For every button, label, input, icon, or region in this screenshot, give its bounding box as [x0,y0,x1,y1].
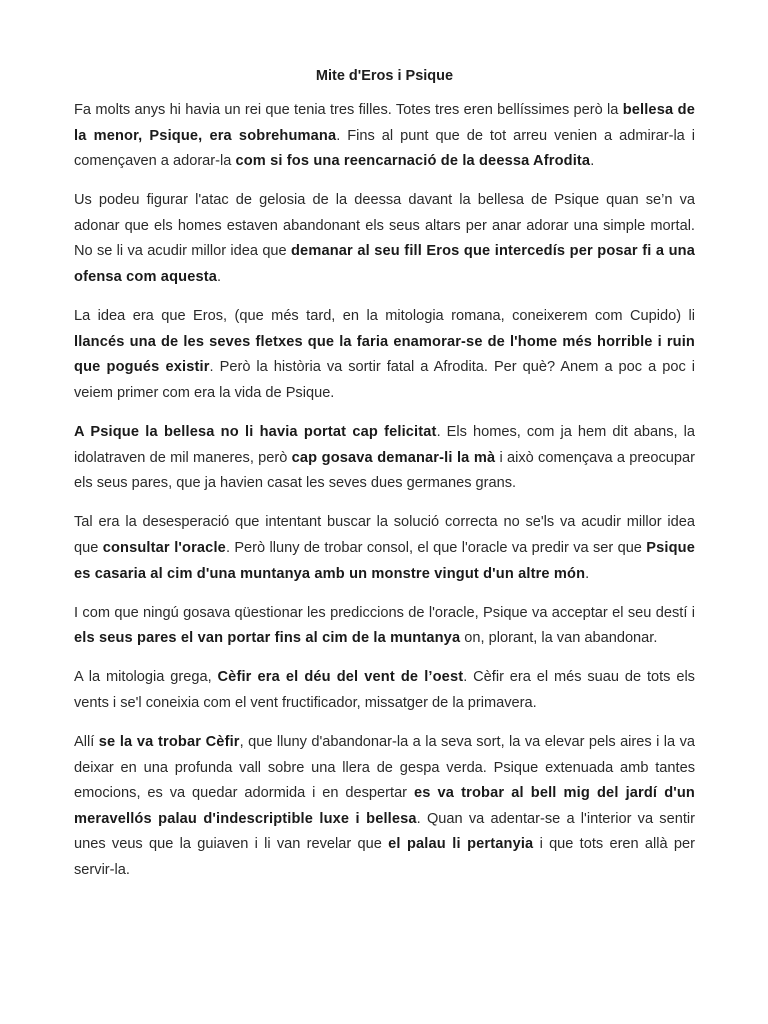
paragraph-text: Allí [74,733,99,750]
paragraph-text: Tal era la desesperació que intentant buscar la solució correcta no se'ls va acudir millor idea que [74,514,695,556]
paragraph [74,601,695,652]
paragraph-text: A la mitologia grega, [74,669,218,686]
paragraph-text: . [590,153,595,170]
bold-text: llancés una de les seves fletxes que la faria enamorar-se de l'home més horrible i ruin que pogués existir [74,333,695,376]
bold-text: el palau li pertanyia [388,836,534,853]
paragraph-text: La idea era que Eros, (que més tard, en la mitologia romana, coneixerem com Cupido) li [74,308,695,325]
paragraph-text: I com que ningú gosava qüestionar les prediccions de l'oracle, Psique va acceptar el seu destí i [74,604,695,621]
paragraph [74,304,695,406]
document-page [74,64,695,897]
paragraph [74,510,695,587]
paragraph-text: . Quan va adentar-se a l'interior va sentir unes veus que la guiaven i li van revelar que [74,810,695,853]
bold-text: com si fos una reencarnació de la deessa Afrodita [235,153,591,170]
bold-text: Cèfir era el déu del vent de l’oest [217,669,464,686]
paragraph-text: . Però lluny de trobar consol, el que l'oracle va predir va ser que [225,539,647,556]
paragraph [74,665,695,716]
paragraph-text: Fa molts anys hi havia un rei que tenia tres filles. Totes tres eren bellíssimes però la [74,102,623,118]
bold-text: A Psique la bellesa no li havia portat cap felicitat [74,424,437,441]
bold-text: bellesa de la menor, Psique, era sobrehumana [74,102,695,144]
document-body [74,98,695,884]
paragraph [74,188,695,290]
paragraph-text: Us podeu figurar l'atac de gelosia de la deessa davant la bellesa de Psique quan se’n va adonar que els homes estaven abandonant els seus altars per anar adorar una simple mortal. No se li va acudir millor idea que [74,192,695,260]
bold-text: consultar l'oracle [102,539,226,556]
bold-text: se la va trobar Cèfir [98,733,240,750]
bold-text: cap gosava demanar-li la mà [291,449,496,466]
paragraph-text: . [585,565,590,582]
paragraph [74,98,695,175]
paragraph-text: , que lluny d'abandonar-la a la seva sort, la va elevar pels aires i la va deixar en una profunda vall sobre una llera de gespa verda. Psique extenuada amb tantes emocions, es va quedar adormida i en despertar [74,733,695,802]
paragraph-text: . Fins al punt que de tot arreu venien a admirar-la i començaven a adorar-la [74,127,695,170]
paragraph [74,420,695,497]
paragraph-text: . [217,269,222,286]
bold-text: es va trobar al bell mig del jardí d'un meravellós palau d'indescriptible luxe i bellesa [74,785,696,827]
paragraph-text: . Els homes, com ja hem dit abans, la idolatraven de mil maneres, però [74,424,696,466]
paragraph-text: . Però la història va sortir fatal a Afrodita. Per què? Anem a poc a poc i veiem primer com era la vida de Psique. [74,359,695,401]
paragraph-text: i que tots eren allà per servir-la. [74,836,695,878]
document-title: Mite d'Eros i Psique [315,68,454,84]
paragraph-text: . Cèfir era el més suau de tots els vents i se'l coneixia com el vent fructificador, missatger de la primavera. [74,669,695,711]
bold-text: demanar al seu fill Eros que intercedís per posar fi a una ofensa com aquesta [74,243,695,286]
bold-text: els seus pares el van portar fins al cim de la muntanya [74,630,461,647]
bold-text: Psique es casaria al cim d'una muntanya amb un monstre vingut d'un altre món [74,539,696,582]
paragraph-text: i això començava a preocupar els seus pares, que ja havien casat les seves dues germanes grans. [74,449,696,492]
paragraph [74,730,695,884]
paragraph-text: on, plorant, la van abandonar. [460,630,658,647]
